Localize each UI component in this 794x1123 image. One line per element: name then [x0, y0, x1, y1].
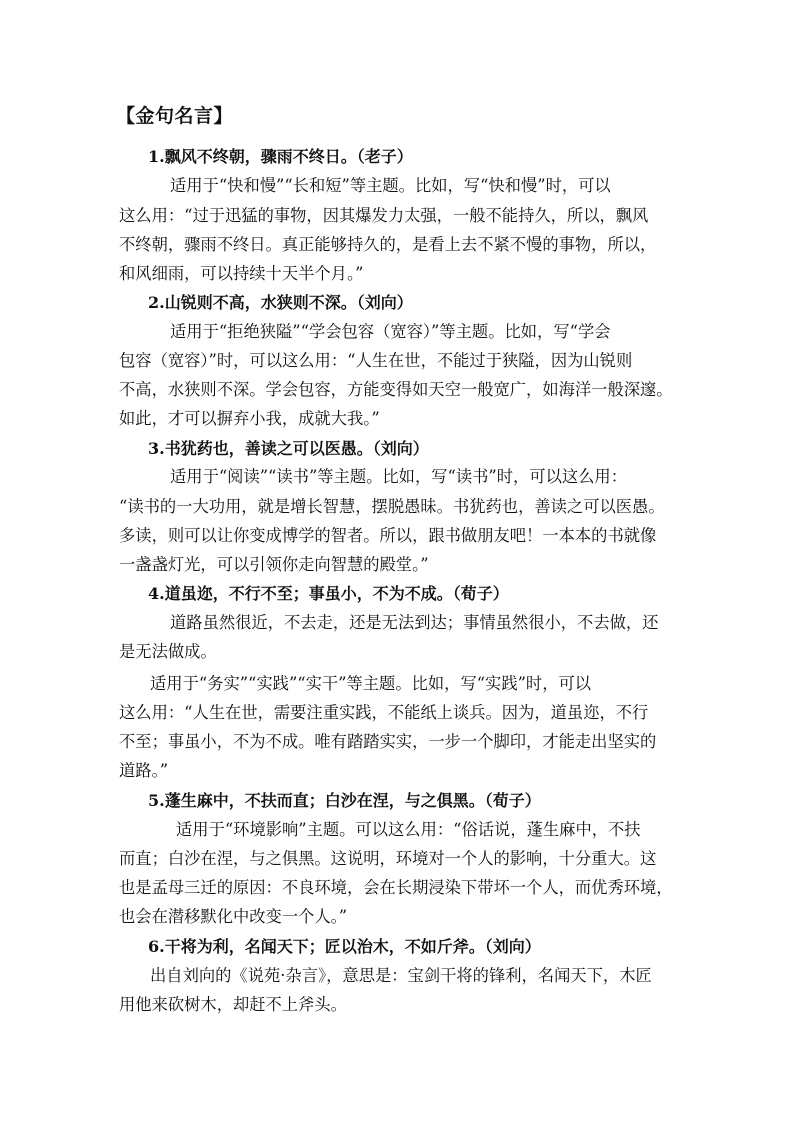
paragraph-line: 和风细雨，可以持续十天半个月。”	[119, 264, 364, 283]
paragraph-line: 适用于“阅读”“读书”等主题。比如，写“读书”时，可以这么用：	[170, 467, 627, 486]
paragraph-line: 包容（宽容）”时，可以这么用：“人生在世，不能过于狭隘，因为山锐则	[119, 351, 633, 370]
paragraph-line: 出自刘向的《说苑·杂言》，意思是：宝剑干将的锋利，名闻天下，木匠	[150, 966, 652, 985]
quote-heading-5: 5.蓬生麻中，不扶而直；白沙在涅，与之俱黑。（荀子）	[148, 791, 541, 810]
quote-heading-1: 1.飘风不终朝，骤雨不终日。（老子）	[148, 147, 413, 166]
paragraph-line: 不至；事虽小，不为不成。唯有踏踏实实，一步一个脚印，才能走出坚实的	[119, 732, 657, 751]
quote-heading-2: 2.山锐则不高，水狭则不深。（刘向）	[148, 293, 413, 312]
paragraph-line: 是无法做成。	[119, 642, 217, 661]
paragraph-line: 道路虽然很近，不去走，还是无法到达；事情虽然很小，不去做，还	[170, 613, 659, 632]
quote-heading-3: 3.书犹药也，善读之可以医愚。（刘向）	[148, 439, 429, 458]
paragraph-line: “读书的一大功用，就是增长智慧，摆脱愚昧。书犹药也，善读之可以医愚。	[119, 497, 665, 516]
paragraph-line: 适用于“快和慢”“长和短”等主题。比如，写“快和慢”时，可以	[170, 176, 611, 195]
paragraph-line: 道路。”	[119, 761, 169, 780]
paragraph-line: 如此，才可以摒弃小我，成就大我。”	[119, 409, 380, 428]
paragraph-line: 用他来砍树木，却赶不上斧头。	[119, 995, 347, 1014]
quote-heading-4: 4.道虽迩，不行不至；事虽小，不为不成。（荀子）	[148, 584, 509, 603]
paragraph-line: 也会在潜移默化中改变一个人。”	[119, 907, 348, 926]
paragraph-line: 这么用：“人生在世，需要注重实践，不能纸上谈兵。因为，道虽迩，不行	[119, 703, 649, 722]
paragraph-line: 适用于“环境影响”主题。可以这么用：“俗话说，蓬生麻中，不扶	[176, 820, 641, 839]
paragraph-line: 不高，水狭则不深。学会包容，方能变得如天空一般宽广，如海洋一般深邃。	[119, 380, 673, 399]
paragraph-line: 适用于“务实”“实践”“实干”等主题。比如，写“实践”时，可以	[150, 674, 592, 693]
paragraph-line: 而直；白沙在涅，与之俱黑。这说明，环境对一个人的影响，十分重大。这	[119, 849, 657, 868]
paragraph-line: 一盏盏灯光，可以引领你走向智慧的殿堂。”	[119, 555, 429, 574]
paragraph-line: 适用于“拒绝狭隘”“学会包容（宽容）”等主题。比如，写“学会	[170, 322, 611, 341]
paragraph-line: 也是孟母三迁的原因：不良环境，会在长期浸染下带坏一个人，而优秀环境，	[119, 878, 673, 897]
paragraph-line: 多读，则可以让你变成博学的智者。所以，跟书做朋友吧！一本本的书就像	[119, 526, 657, 545]
paragraph-line: 不终朝，骤雨不终日。真正能够持久的，是看上去不紧不慢的事物，所以，	[119, 235, 657, 254]
paragraph-line: 这么用：“过于迅猛的事物，因其爆发力太强，一般不能持久，所以，飘风	[119, 206, 649, 225]
document-title: 【金句名言】	[116, 105, 234, 127]
quote-heading-6: 6.干将为利，名闻天下；匠以治木，不如斤斧。（刘向）	[148, 937, 541, 956]
